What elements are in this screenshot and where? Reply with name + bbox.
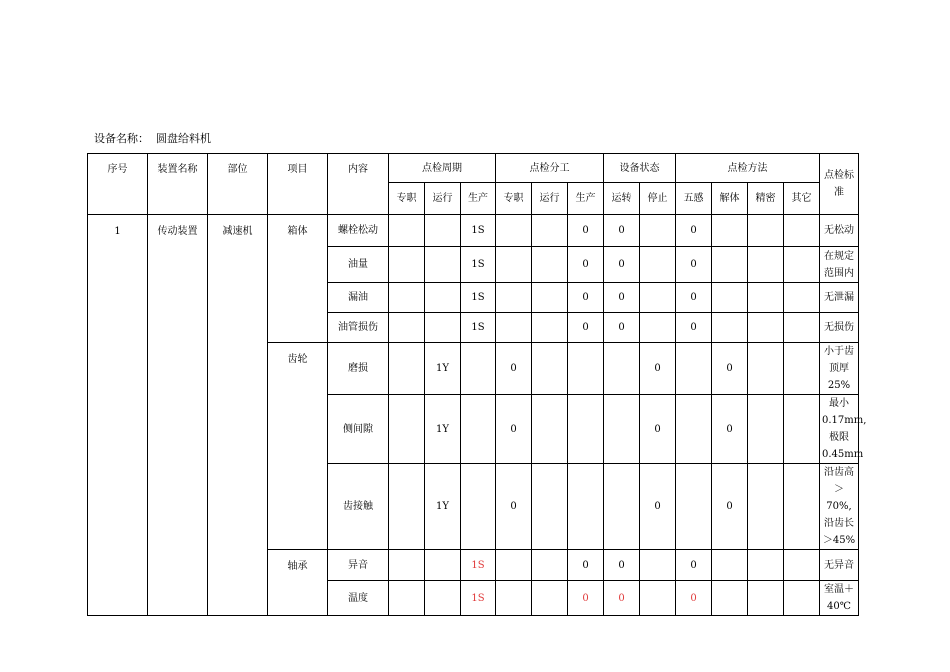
item-cell: 轴承 <box>268 550 328 616</box>
status-running-cell: 0 <box>604 283 640 313</box>
cycle-operation-cell: 1Y <box>425 395 461 464</box>
header-division: 点检分工 <box>496 154 604 183</box>
method-disassembly-cell: 0 <box>712 343 748 395</box>
sub-cycle-operation: 运行 <box>425 183 461 215</box>
cycle-production-cell: 1S <box>461 283 496 313</box>
sub-cycle-dedicated: 专职 <box>389 183 425 215</box>
sub-method-disassembly: 解体 <box>712 183 748 215</box>
content-cell: 螺栓松动 <box>328 215 389 247</box>
division-production-cell: 0 <box>568 581 604 616</box>
sub-division-production: 生产 <box>568 183 604 215</box>
equipment-name-value: 圆盘给料机 <box>156 132 211 145</box>
cycle-production-cell: 1S <box>461 550 496 581</box>
sub-method-precision: 精密 <box>748 183 784 215</box>
content-cell: 温度 <box>328 581 389 616</box>
sub-method-five-senses: 五感 <box>676 183 712 215</box>
division-production-cell: 0 <box>568 550 604 581</box>
inspection-table <box>87 153 867 616</box>
content-cell: 异音 <box>328 550 389 581</box>
status-running-cell: 0 <box>604 581 640 616</box>
division-production-cell: 0 <box>568 283 604 313</box>
seq-cell: 1 <box>88 215 148 616</box>
division-dedicated-cell: 0 <box>496 464 532 550</box>
header-cycle: 点检周期 <box>389 154 496 183</box>
method-five-senses-cell: 0 <box>676 313 712 343</box>
method-disassembly-cell: 0 <box>712 395 748 464</box>
sub-status-running: 运转 <box>604 183 640 215</box>
device-cell: 传动装置 <box>148 215 208 616</box>
standard-cell: 无异音 <box>820 550 859 581</box>
division-production-cell: 0 <box>568 313 604 343</box>
item-cell: 齿轮 <box>268 343 328 550</box>
header-part: 部位 <box>208 154 268 215</box>
method-disassembly-cell: 0 <box>712 464 748 550</box>
division-dedicated-cell: 0 <box>496 343 532 395</box>
standard-cell: 无损伤 <box>820 313 859 343</box>
sub-division-operation: 运行 <box>532 183 568 215</box>
header-status: 设备状态 <box>604 154 676 183</box>
cycle-operation-cell: 1Y <box>425 343 461 395</box>
status-running-cell: 0 <box>604 247 640 283</box>
cycle-production-cell: 1S <box>461 581 496 616</box>
status-running-cell: 0 <box>604 313 640 343</box>
status-stopped-cell: 0 <box>640 464 676 550</box>
content-cell: 齿接触 <box>328 464 389 550</box>
header-method: 点检方法 <box>676 154 820 183</box>
division-production-cell: 0 <box>568 215 604 247</box>
standard-cell: 室温＋40℃ <box>820 581 859 616</box>
method-five-senses-cell: 0 <box>676 215 712 247</box>
status-stopped-cell: 0 <box>640 343 676 395</box>
content-cell: 磨损 <box>328 343 389 395</box>
content-cell: 侧间隙 <box>328 395 389 464</box>
method-five-senses-cell: 0 <box>676 283 712 313</box>
header-standard: 点检标准 <box>820 154 859 215</box>
part-cell: 减速机 <box>208 215 268 616</box>
header-content: 内容 <box>328 154 389 215</box>
equipment-name-label: 设备名称： <box>94 132 149 145</box>
division-dedicated-cell: 0 <box>496 395 532 464</box>
standard-cell: 无松动 <box>820 215 859 247</box>
item-cell: 箱体 <box>268 215 328 343</box>
standard-cell: 无泄漏 <box>820 283 859 313</box>
standard-cell: 小于齿顶厚25% <box>820 343 859 395</box>
method-five-senses-cell: 0 <box>676 247 712 283</box>
sub-status-stopped: 停止 <box>640 183 676 215</box>
table-row <box>88 215 859 247</box>
content-cell: 漏油 <box>328 283 389 313</box>
cycle-production-cell: 1S <box>461 247 496 283</box>
header-item: 项目 <box>268 154 328 215</box>
standard-cell: 最小0.17mm,极限0.45mm <box>820 395 859 464</box>
sub-division-dedicated: 专职 <box>496 183 532 215</box>
cycle-operation-cell: 1Y <box>425 464 461 550</box>
cycle-production-cell: 1S <box>461 313 496 343</box>
sub-method-other: 其它 <box>784 183 820 215</box>
method-five-senses-cell: 0 <box>676 581 712 616</box>
status-stopped-cell: 0 <box>640 395 676 464</box>
header-device: 装置名称 <box>148 154 208 215</box>
standard-cell: 沿齿高＞70%,沿齿长＞45% <box>820 464 859 550</box>
sub-cycle-production: 生产 <box>461 183 496 215</box>
standard-cell: 在规定范围内 <box>820 247 859 283</box>
status-running-cell: 0 <box>604 215 640 247</box>
method-five-senses-cell: 0 <box>676 550 712 581</box>
content-cell: 油管损伤 <box>328 313 389 343</box>
content-cell: 油量 <box>328 247 389 283</box>
status-running-cell: 0 <box>604 550 640 581</box>
cycle-production-cell: 1S <box>461 215 496 247</box>
division-production-cell: 0 <box>568 247 604 283</box>
header-seq: 序号 <box>88 154 148 215</box>
equipment-name-line <box>94 130 211 146</box>
